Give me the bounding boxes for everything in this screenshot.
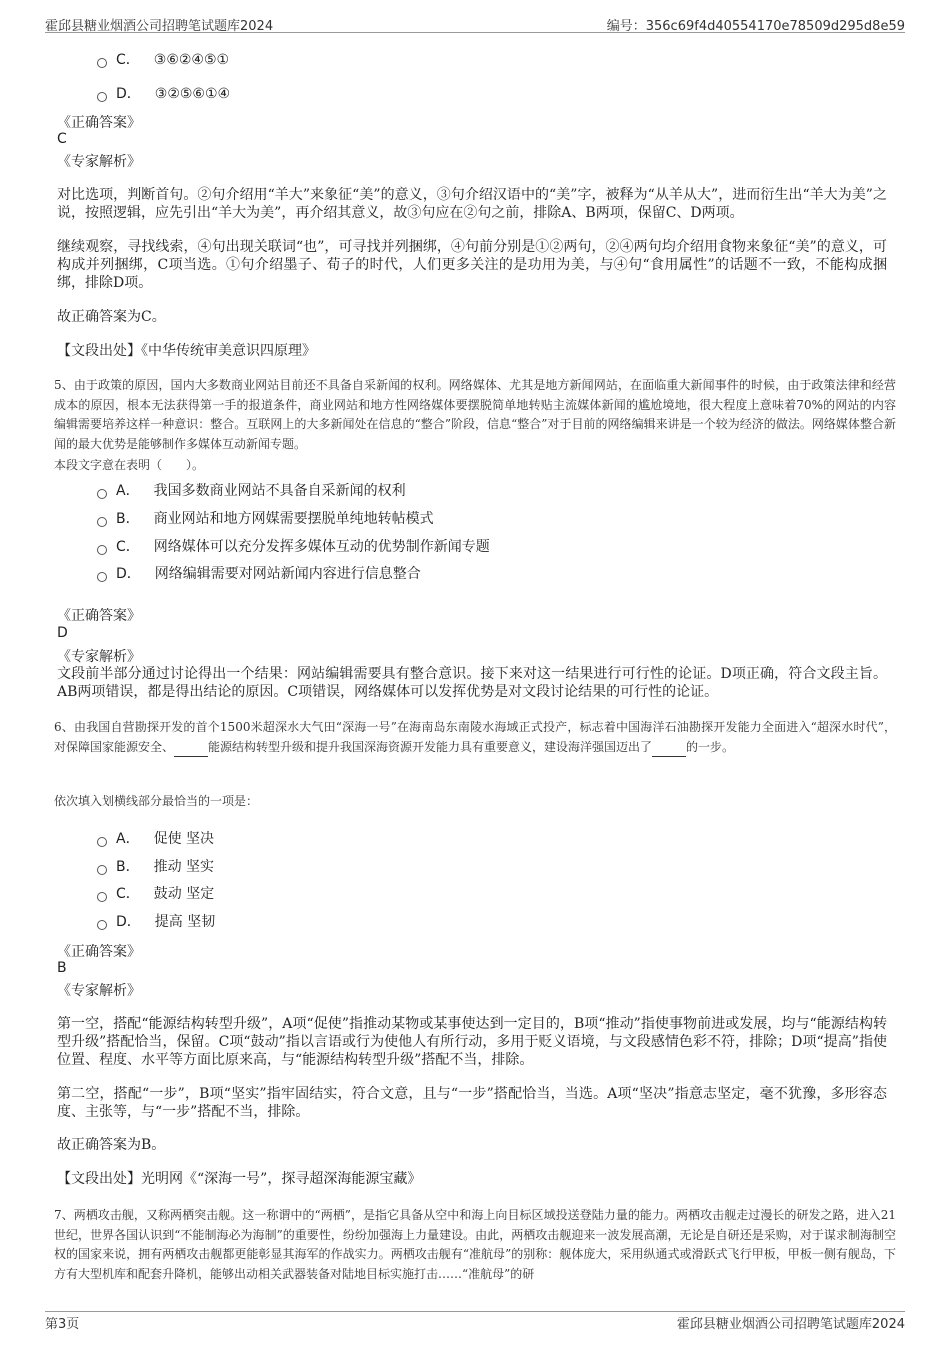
header-title: 霍邱县糖业烟酒公司招聘笔试题库2024	[45, 19, 274, 34]
radio-icon[interactable]	[97, 517, 107, 527]
radio-icon[interactable]	[97, 489, 107, 499]
q6-stem: 6、由我国自营勘探开发的首个1500米超深水大气田“深海一号”在海南岛东南陵水海域正式投产，标志着中国海洋石油勘探开发能力全面进入“超深水时代”，对保障国家能源安全、 能源结构转型升级和提升我国深海资源开发能力具有重要意义，建设海洋强国迈出了 的一步。	[54, 718, 896, 757]
blank-2	[652, 744, 686, 757]
q6-option-c[interactable]: C． 鼓动 坚定	[97, 883, 214, 903]
header-divider	[45, 32, 905, 33]
radio-icon[interactable]	[97, 92, 107, 102]
q5-stem: 5、由于政策的原因，国内大多数商业网站目前还不具备自采新闻的权利。网络媒体、尤其是地方新闻网站，在面临重大新闻事件的时候，由于政策法律和经营成本的原因，根本无法获得第一手的报道条件，商业网站和地方性网络媒体要摆脱简单地转贴主流媒体新闻的尴尬境地，很大程度上意味着70%的网站的内容编辑需要培养这样一种意识：整合。互联网上的大多新闻处在信息的“整合”阶段，信息“整合”对于目前的网络编辑来讲是一个较为经济的做法。网络媒体整合新闻的最大优势是能够制作多媒体互动新闻专题。	[54, 378, 896, 451]
q4-analysis-p3: 故正确答案为C。	[57, 309, 166, 325]
q4-source: 【文段出处】《中华传统审美意识四原理》	[57, 343, 316, 359]
radio-icon[interactable]	[97, 865, 107, 875]
radio-icon[interactable]	[97, 837, 107, 847]
q6-option-a[interactable]: A． 促使 坚决	[97, 828, 214, 848]
q4-option-d[interactable]: D． ③②⑤⑥①④	[97, 83, 230, 103]
q6-analysis-label: 《专家解析》	[57, 983, 141, 999]
q4-analysis-p1: 对比选项，判断首句。②句介绍用“羊大”来象征“美”的意义，③句介绍汉语中的“美”字，被释为“从羊从大”，进而衍生出“羊大为美”之说，按照逻辑，应先引出“羊大为美”，再介绍其意义，故③句应在②句之前，排除A、B两项，保留C、D两项。	[57, 187, 887, 221]
q5-option-c[interactable]: C． 网络媒体可以充分发挥多媒体互动的优势制作新闻专题	[97, 536, 490, 556]
radio-icon[interactable]	[97, 892, 107, 902]
q6-answer-label: 《正确答案》	[57, 944, 141, 960]
page-header	[45, 10, 905, 34]
q6-option-b[interactable]: B． 推动 坚实	[97, 856, 214, 876]
q5-analysis-label: 《专家解析》	[57, 649, 141, 665]
q6-analysis-p1: 第一空，搭配“能源结构转型升级”，A项“促使”指推动某物或某事使达到一定目的，B项“推动”指使事物前进或发展，均与“能源结构转型升级”搭配恰当，保留。C项“鼓动”指以言语或行为使他人有所行动，多用于贬义语境，与文段感情色彩不符，排除；D项“提高”指使位置、程度、水平等方面比原来高，与“能源结构转型升级”搭配不当，排除。	[57, 1016, 887, 1068]
q4-answer-label: 《正确答案》	[57, 115, 141, 131]
q6-question: 依次填入划横线部分最恰当的一项是：	[54, 794, 259, 808]
q5-option-b[interactable]: B． 商业网站和地方网媒需要摆脱单纯地转帖模式	[97, 508, 434, 528]
q5-answer-label: 《正确答案》	[57, 608, 141, 624]
q5-option-a[interactable]: A． 我国多数商业网站不具备自采新闻的权利	[97, 480, 406, 500]
q4-analysis-p2: 继续观察，寻找线索，④句出现关联词“也”，可寻找并列捆绑，④句前分别是①②两句，②④两句均介绍用食物来象征“美”的意义，可构成并列捆绑，C项当选。①句介绍墨子、荀子的时代，人们更多关注的是功用为美，与④句“食用属性”的话题不一致，不能构成捆绑，排除D项。	[57, 239, 887, 291]
q4-analysis-label: 《专家解析》	[57, 154, 141, 170]
radio-icon[interactable]	[97, 572, 107, 582]
q6-analysis-p2: 第二空，搭配“一步”，B项“坚实”指牢固结实，符合文意，且与“一步”搭配恰当，当选。A项“坚决”指意志坚定，毫不犹豫，多形容态度、主张等，与“一步”搭配不当，排除。	[57, 1086, 887, 1120]
q5-question: 本段文字意在表明（ ）。	[54, 458, 205, 472]
page-number: 第3页	[45, 1317, 80, 1332]
q5-option-d[interactable]: D． 网络编辑需要对网站新闻内容进行信息整合	[97, 563, 421, 583]
q6-source: 【文段出处】光明网《“深海一号”，探寻超深海能源宝藏》	[57, 1171, 422, 1187]
q5-analysis: 文段前半部分通过讨论得出一个结果：网站编辑需要具有整合意识。接下来对这一结果进行可行性的论证。D项正确，符合文段主旨。AB两项错误，都是得出结论的原因。C项错误，网络媒体可以发挥优势是对文段讨论结果的可行性的论证。	[57, 666, 887, 700]
q6-answer: B	[57, 960, 67, 976]
radio-icon[interactable]	[97, 545, 107, 555]
radio-icon[interactable]	[97, 58, 107, 68]
radio-icon[interactable]	[97, 920, 107, 930]
footer-divider	[45, 1311, 905, 1312]
q4-option-c[interactable]: C． ③⑥②④⑤①	[97, 49, 229, 69]
q4-answer: C	[57, 131, 67, 147]
q6-analysis-p3: 故正确答案为B。	[57, 1137, 166, 1153]
q6-option-d[interactable]: D． 提高 坚韧	[97, 911, 215, 931]
footer-title: 霍邱县糖业烟酒公司招聘笔试题库2024	[676, 1317, 905, 1332]
header-serial: 编号：356c69f4d40554170e78509d295d8e59	[606, 19, 905, 34]
q5-answer: D	[57, 625, 68, 641]
q7-stem: 7、两栖攻击舰，又称两栖突击舰。这一称谓中的“两栖”，是指它具备从空中和海上向目标区域投送登陆力量的能力。两栖攻击舰走过漫长的研发之路，进入21世纪，世界各国认识到“不能制海必为海制”的重要性，纷纷加强海上力量建设。由此，两栖攻击舰迎来一波发展高潮，无论是自研还是采购，对于谋求制海制空权的国家来说，拥有两栖攻击舰都更能彰显其海军的作战实力。两栖攻击舰有“准航母”的别称：舰体庞大，采用纵通式或滑跃式飞行甲板，甲板一侧有舰岛，下方有大型机库和配套升降机，能够出动相关武器装备对陆地目标实施打击……“准航母”的研	[54, 1208, 896, 1281]
blank-1	[174, 744, 208, 757]
